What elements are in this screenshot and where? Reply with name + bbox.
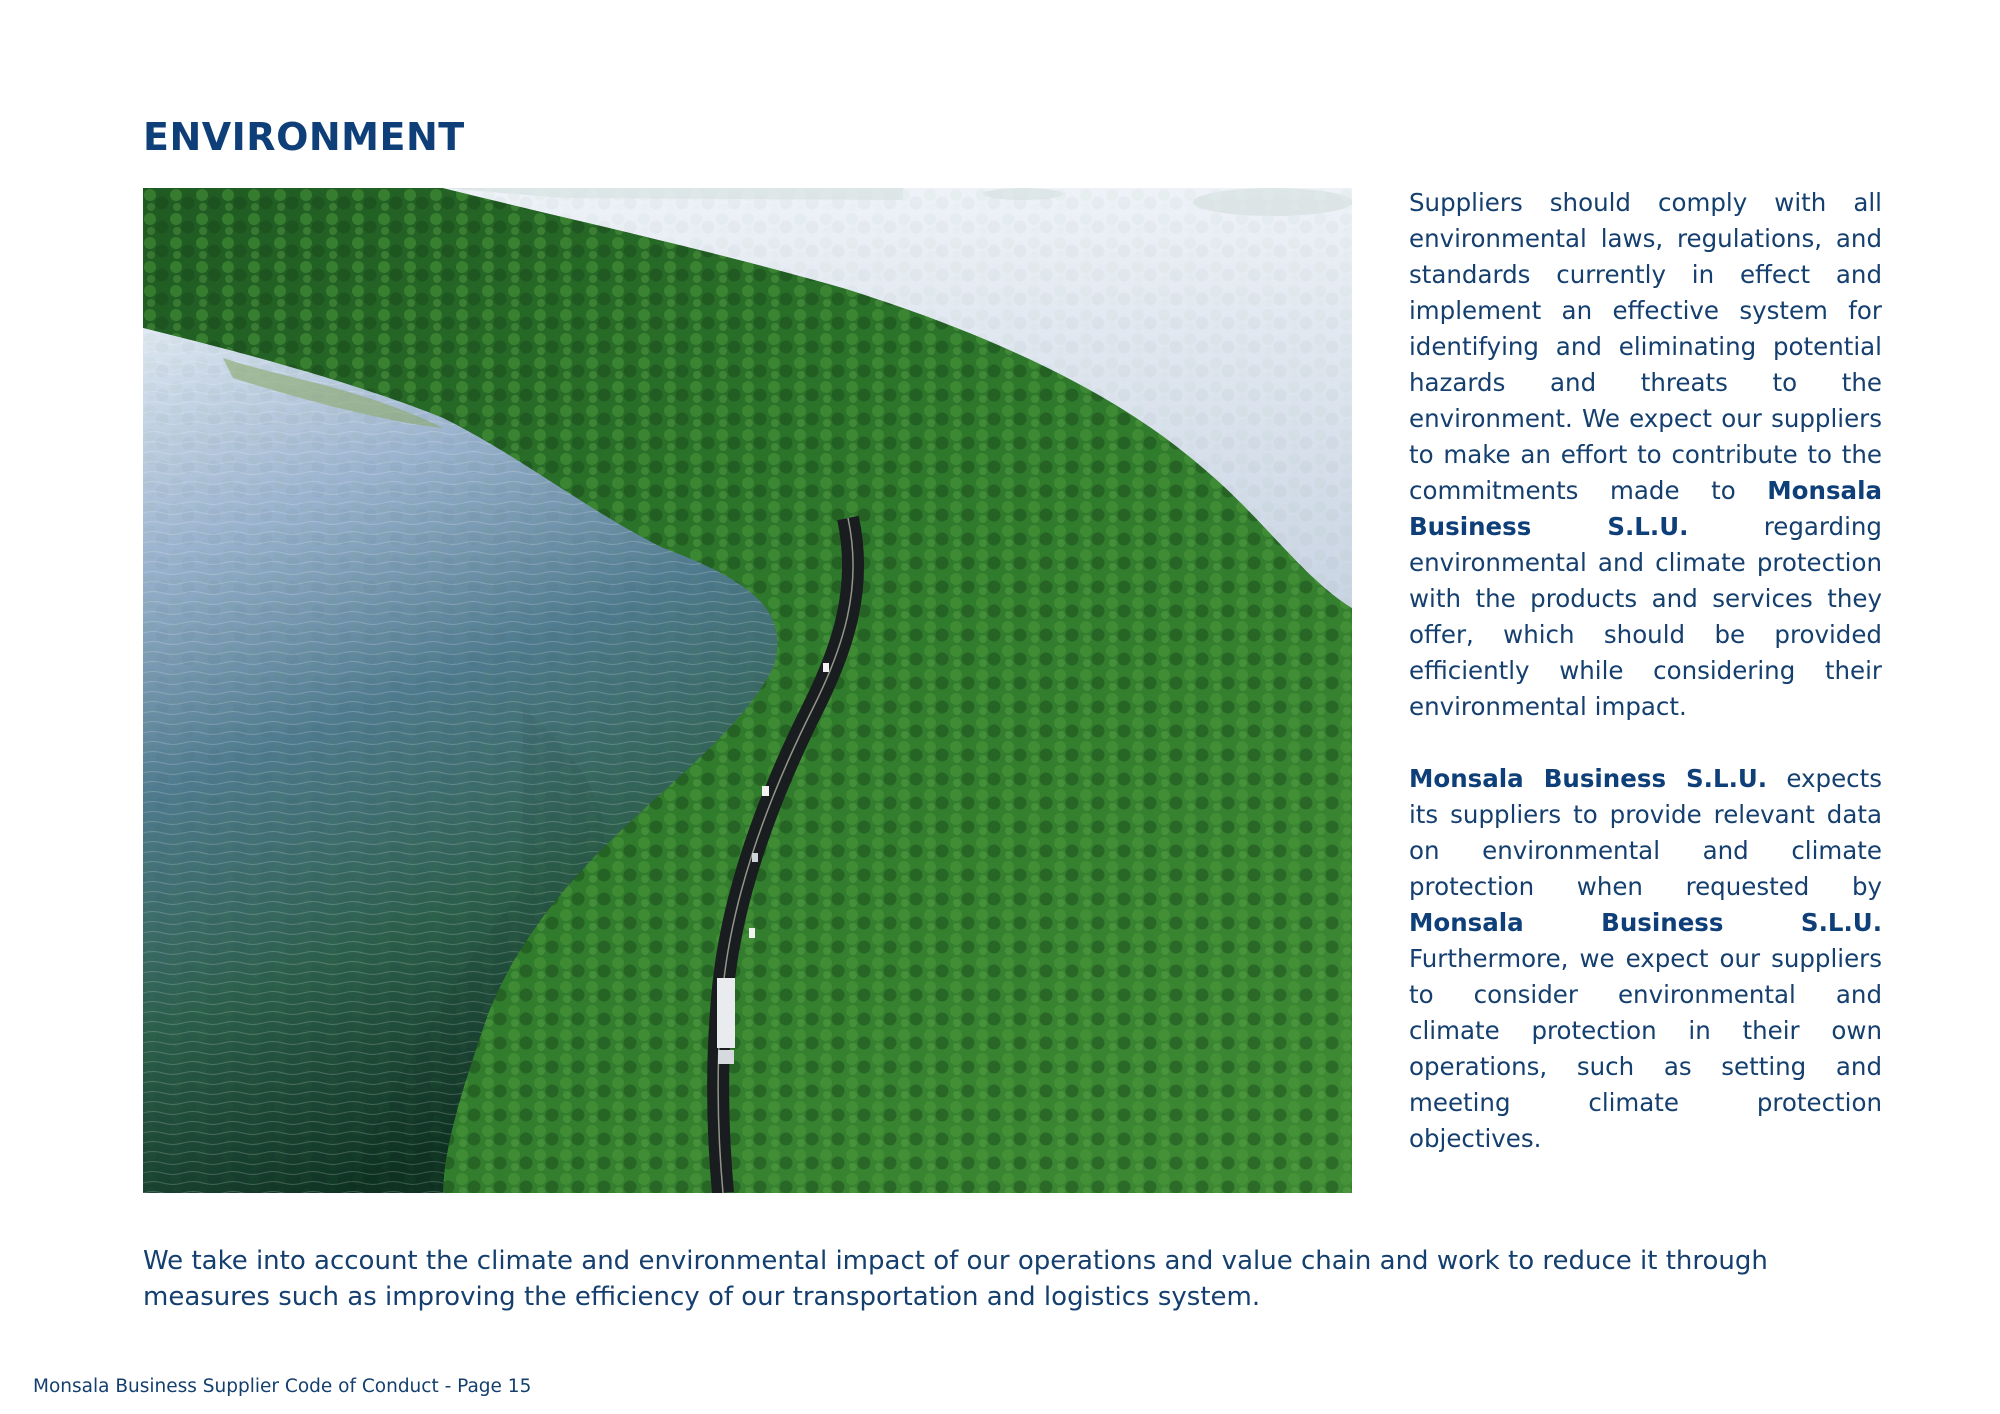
paragraph-data-request: Monsala Business S.L.U. expects its suppliers to provide relevant data on environmental and climate protection when requested by Monsala Business S.L.U. Furthermore, we expect our suppliers to consider environmental and climate protection in their own operations, such as setting and meeting climate protection objectives. xyxy=(1409,764,1882,1153)
page-footer: Monsala Business Supplier Code of Conduct - Page 15 xyxy=(33,1376,532,1397)
climate-impact-paragraph: We take into account the climate and environmental impact of our operations and value chain and work to reduce it through measures such as improving the efficiency of our transportation and logistics system. xyxy=(143,1246,1768,1312)
environment-side-text xyxy=(1409,185,1882,1193)
company-name: Monsala Business S.L.U. xyxy=(1409,908,1882,937)
paragraph-compliance: Suppliers should comply with all environmental laws, regulations, and standards currently in effect and implement an effective system for identifying and eliminating potential hazards and threats to the environment. We expect our suppliers to make an effort to contribute to the commitments made to Monsala Business S.L.U. regarding environmental and climate protection with the products and services they offer, which should be provided efficiently while considering their environmental impact. xyxy=(1409,188,1882,721)
aerial-forest-photo xyxy=(143,188,1352,1193)
company-name: Monsala Business S.L.U. xyxy=(1409,476,1882,541)
page-title: ENVIRONMENT xyxy=(143,115,465,159)
company-name: Monsala Business S.L.U. xyxy=(1409,764,1768,793)
